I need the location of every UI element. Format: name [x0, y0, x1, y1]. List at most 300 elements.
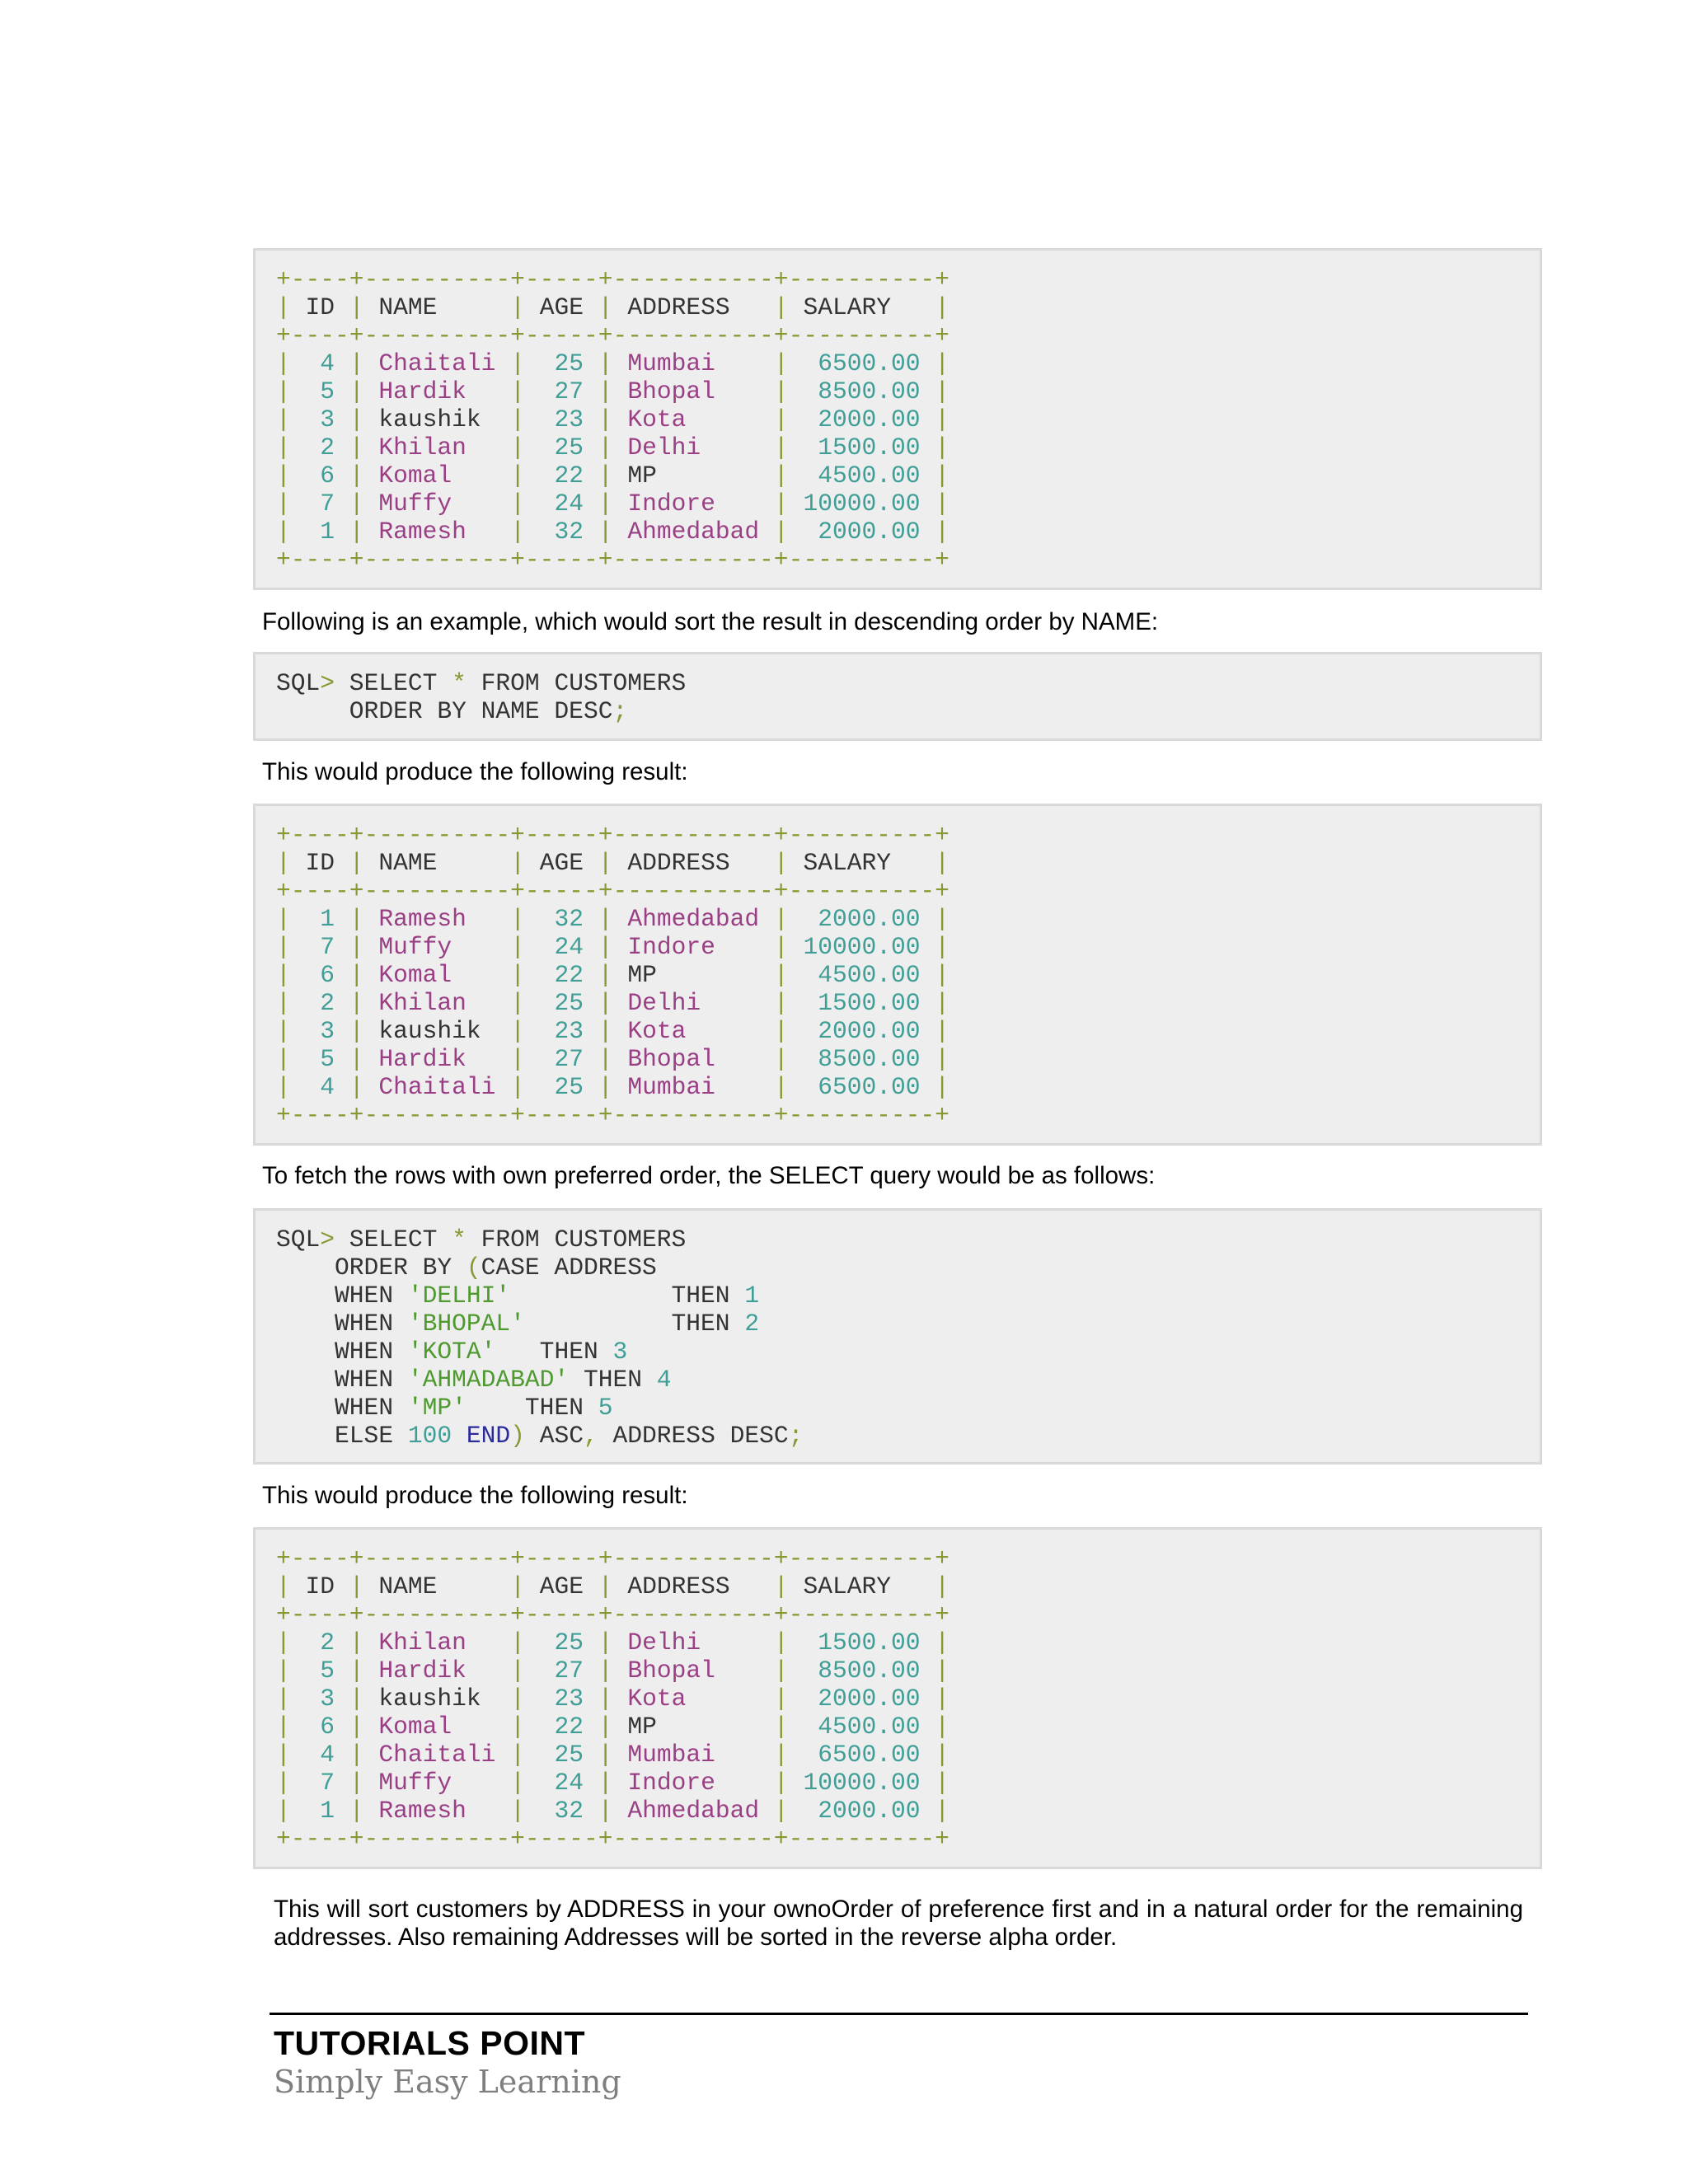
column-separator: |	[935, 1741, 950, 1769]
column-separator: |	[276, 1769, 291, 1797]
column-separator: |	[773, 1769, 789, 1797]
cell-salary: 2000.00	[803, 405, 921, 434]
column-separator: |	[510, 293, 525, 321]
column-separator: |	[349, 1073, 364, 1101]
table-border: +----+----------+-----+-----------+----------+	[276, 546, 950, 574]
cell-id: 4	[305, 349, 335, 377]
case-value-delhi: 'DELHI'	[407, 1282, 511, 1310]
table-border: +----+----------+-----+-----------+----------+	[276, 1601, 950, 1629]
column-separator: |	[349, 377, 364, 405]
column-separator: |	[510, 1657, 525, 1685]
header-id: ID	[305, 849, 335, 877]
column-separator: |	[935, 405, 950, 434]
cell-address: Indore	[627, 933, 760, 961]
semicolon: ;	[612, 697, 628, 725]
cell-id: 7	[305, 490, 335, 518]
column-separator: |	[276, 349, 291, 377]
column-separator: |	[276, 1017, 291, 1045]
column-separator: |	[510, 1017, 525, 1045]
column-separator: |	[349, 462, 364, 490]
cell-id: 1	[305, 518, 335, 546]
cell-age: 25	[539, 1741, 584, 1769]
column-separator: |	[935, 933, 950, 961]
column-separator: |	[349, 1713, 364, 1741]
cell-address: Bhopal	[627, 1657, 760, 1685]
column-separator: |	[935, 1797, 950, 1825]
column-separator: |	[349, 905, 364, 933]
cell-salary: 4500.00	[803, 1713, 921, 1741]
cell-age: 27	[539, 1657, 584, 1685]
column-separator: |	[598, 1572, 613, 1601]
cell-address: Mumbai	[627, 349, 760, 377]
footer-tagline: Simply Easy Learning	[274, 2064, 621, 2100]
when-keyword: WHEN	[276, 1338, 408, 1366]
prompt-gt: >	[320, 1226, 335, 1254]
column-separator: |	[349, 1797, 364, 1825]
cell-address: Ahmedabad	[627, 1797, 760, 1825]
column-separator: |	[276, 1073, 291, 1101]
cell-id: 3	[305, 1017, 335, 1045]
cell-id: 5	[305, 377, 335, 405]
cell-salary: 8500.00	[803, 1045, 921, 1073]
column-separator: |	[773, 405, 789, 434]
else-value: 100	[407, 1422, 452, 1450]
header-address: ADDRESS	[627, 849, 760, 877]
footer-rule	[270, 2013, 1528, 2015]
column-separator: |	[773, 1045, 789, 1073]
asc-keyword: ASC	[524, 1422, 584, 1450]
column-separator: |	[276, 961, 291, 989]
paragraph-result-2: This would produce the following result:	[262, 1482, 688, 1509]
when-keyword: WHEN	[276, 1282, 408, 1310]
cell-address: MP	[627, 1713, 760, 1741]
column-separator: |	[510, 1572, 525, 1601]
column-separator: |	[276, 1741, 291, 1769]
cell-id: 6	[305, 1713, 335, 1741]
column-separator: |	[276, 1572, 291, 1601]
result-table-3	[276, 1544, 950, 1853]
header-name: NAME	[378, 293, 496, 321]
table-border: +----+----------+-----+-----------+----------+	[276, 265, 950, 293]
column-separator: |	[935, 434, 950, 462]
column-separator: |	[935, 989, 950, 1017]
column-separator: |	[773, 989, 789, 1017]
column-separator: |	[510, 1769, 525, 1797]
header-salary: SALARY	[803, 1572, 921, 1601]
column-separator: |	[598, 961, 613, 989]
cell-id: 2	[305, 434, 335, 462]
cell-name: Chaitali	[378, 1073, 496, 1101]
cell-name: Muffy	[378, 490, 496, 518]
cell-name: kaushik	[378, 1017, 496, 1045]
header-name: NAME	[378, 1572, 496, 1601]
column-separator: |	[598, 518, 613, 546]
cell-address: Mumbai	[627, 1741, 760, 1769]
column-separator: |	[773, 490, 789, 518]
cell-salary: 4500.00	[803, 462, 921, 490]
column-separator: |	[510, 462, 525, 490]
column-separator: |	[349, 961, 364, 989]
column-separator: |	[773, 1685, 789, 1713]
cell-age: 25	[539, 1629, 584, 1657]
column-separator: |	[935, 462, 950, 490]
column-separator: |	[276, 905, 291, 933]
case-expression: CASE ADDRESS	[481, 1254, 657, 1282]
semicolon: ;	[788, 1422, 804, 1450]
column-separator: |	[598, 905, 613, 933]
column-separator: |	[935, 1629, 950, 1657]
cell-salary: 10000.00	[803, 490, 921, 518]
cell-id: 5	[305, 1045, 335, 1073]
column-separator: |	[773, 349, 789, 377]
cell-age: 27	[539, 1045, 584, 1073]
table-border: +----+----------+-----+-----------+----------+	[276, 877, 950, 905]
cell-id: 2	[305, 1629, 335, 1657]
cell-name: Hardik	[378, 1045, 496, 1073]
cell-address: Kota	[627, 405, 760, 434]
column-separator: |	[349, 1657, 364, 1685]
column-separator: |	[935, 1685, 950, 1713]
column-separator: |	[773, 1017, 789, 1045]
order-by-keyword: ORDER BY	[276, 1254, 467, 1282]
cell-salary: 10000.00	[803, 1769, 921, 1797]
column-separator: |	[510, 961, 525, 989]
cell-age: 27	[539, 377, 584, 405]
cell-salary: 1500.00	[803, 1629, 921, 1657]
from-clause: FROM CUSTOMERS	[466, 1226, 687, 1254]
column-separator: |	[349, 1572, 364, 1601]
paragraph-desc-example: Following is an example, which would sort the result in descending order by NAME:	[262, 608, 1159, 635]
cell-address: Mumbai	[627, 1073, 760, 1101]
cell-salary: 1500.00	[803, 989, 921, 1017]
header-age: AGE	[539, 293, 584, 321]
cell-name: Khilan	[378, 1629, 496, 1657]
case-value-bhopal: 'BHOPAL'	[407, 1310, 525, 1338]
result-table-3-box	[253, 1527, 1542, 1869]
cell-id: 6	[305, 462, 335, 490]
column-separator: |	[349, 434, 364, 462]
cell-name: Ramesh	[378, 1797, 496, 1825]
column-separator: |	[773, 1073, 789, 1101]
cell-id: 1	[305, 1797, 335, 1825]
result-table-1-box	[253, 248, 1542, 590]
cell-name: kaushik	[378, 405, 496, 434]
column-separator: |	[349, 1045, 364, 1073]
column-separator: |	[773, 961, 789, 989]
column-separator: |	[598, 462, 613, 490]
column-separator: |	[598, 293, 613, 321]
cell-name: Khilan	[378, 434, 496, 462]
column-separator: |	[349, 293, 364, 321]
cell-salary: 8500.00	[803, 377, 921, 405]
column-separator: |	[935, 349, 950, 377]
column-separator: |	[598, 1741, 613, 1769]
column-separator: |	[276, 849, 291, 877]
cell-name: kaushik	[378, 1685, 496, 1713]
cell-age: 25	[539, 434, 584, 462]
close-paren: )	[510, 1422, 525, 1450]
cell-salary: 10000.00	[803, 933, 921, 961]
column-separator: |	[349, 518, 364, 546]
cell-age: 23	[539, 405, 584, 434]
header-address: ADDRESS	[627, 293, 760, 321]
sql-prompt: SQL	[276, 669, 321, 697]
column-separator: |	[773, 293, 789, 321]
cell-id: 3	[305, 405, 335, 434]
then-keyword: THEN	[466, 1394, 598, 1422]
column-separator: |	[773, 1629, 789, 1657]
column-separator: |	[773, 377, 789, 405]
cell-address: Ahmedabad	[627, 905, 760, 933]
cell-salary: 6500.00	[803, 1741, 921, 1769]
cell-age: 32	[539, 1797, 584, 1825]
result-table-2	[276, 821, 950, 1129]
column-separator: |	[276, 1629, 291, 1657]
then-keyword: THEN	[569, 1366, 657, 1394]
column-separator: |	[935, 1713, 950, 1741]
column-separator: |	[510, 490, 525, 518]
cell-salary: 1500.00	[803, 434, 921, 462]
column-separator: |	[773, 1572, 789, 1601]
select-star: *	[452, 1226, 467, 1254]
column-separator: |	[935, 1045, 950, 1073]
cell-address: Indore	[627, 490, 760, 518]
column-separator: |	[598, 1769, 613, 1797]
column-separator: |	[276, 293, 291, 321]
column-separator: |	[349, 1685, 364, 1713]
rank-value: 1	[744, 1282, 760, 1310]
cell-name: Komal	[378, 961, 496, 989]
column-separator: |	[510, 518, 525, 546]
else-keyword: ELSE	[276, 1422, 408, 1450]
column-separator: |	[276, 1045, 291, 1073]
cell-address: Delhi	[627, 1629, 760, 1657]
comma: ,	[583, 1422, 598, 1450]
header-salary: SALARY	[803, 849, 921, 877]
cell-salary: 4500.00	[803, 961, 921, 989]
column-separator: |	[598, 434, 613, 462]
column-separator: |	[510, 434, 525, 462]
column-separator: |	[276, 490, 291, 518]
prompt-gt: >	[320, 669, 335, 697]
column-separator: |	[935, 1657, 950, 1685]
column-separator: |	[773, 849, 789, 877]
cell-age: 24	[539, 490, 584, 518]
cell-salary: 2000.00	[803, 905, 921, 933]
cell-age: 24	[539, 1769, 584, 1797]
rank-value: 4	[656, 1366, 672, 1394]
result-table-2-box	[253, 804, 1542, 1146]
column-separator: |	[349, 933, 364, 961]
cell-id: 7	[305, 933, 335, 961]
column-separator: |	[598, 1045, 613, 1073]
table-border: +----+----------+-----+-----------+----------+	[276, 821, 950, 849]
when-keyword: WHEN	[276, 1366, 408, 1394]
column-separator: |	[935, 1017, 950, 1045]
column-separator: |	[276, 989, 291, 1017]
query-1-code	[276, 669, 686, 725]
column-separator: |	[349, 1017, 364, 1045]
from-clause: FROM CUSTOMERS	[466, 669, 687, 697]
cell-age: 22	[539, 1713, 584, 1741]
query-2-box	[253, 1208, 1542, 1465]
column-separator: |	[598, 1685, 613, 1713]
column-separator: |	[510, 933, 525, 961]
cell-name: Hardik	[378, 377, 496, 405]
cell-name: Chaitali	[378, 1741, 496, 1769]
column-separator: |	[598, 1713, 613, 1741]
column-separator: |	[510, 1741, 525, 1769]
column-separator: |	[935, 518, 950, 546]
cell-age: 32	[539, 518, 584, 546]
column-separator: |	[349, 1769, 364, 1797]
column-separator: |	[773, 905, 789, 933]
cell-address: MP	[627, 462, 760, 490]
header-salary: SALARY	[803, 293, 921, 321]
cell-age: 22	[539, 462, 584, 490]
column-separator: |	[773, 434, 789, 462]
cell-id: 4	[305, 1741, 335, 1769]
column-separator: |	[276, 1797, 291, 1825]
cell-salary: 2000.00	[803, 1685, 921, 1713]
column-separator: |	[276, 1713, 291, 1741]
cell-address: Ahmedabad	[627, 518, 760, 546]
column-separator: |	[935, 377, 950, 405]
column-separator: |	[773, 1797, 789, 1825]
cell-id: 3	[305, 1685, 335, 1713]
column-separator: |	[598, 989, 613, 1017]
cell-name: Komal	[378, 1713, 496, 1741]
cell-salary: 6500.00	[803, 349, 921, 377]
column-separator: |	[276, 377, 291, 405]
cell-address: Kota	[627, 1685, 760, 1713]
sql-prompt: SQL	[276, 1226, 321, 1254]
paragraph-explanation: This will sort customers by ADDRESS in your ownoOrder of preference first and in a natural order for the remaining addresses. Also remaining Addresses will be sorted in the reverse alpha order.	[274, 1896, 1523, 1951]
column-separator: |	[349, 490, 364, 518]
column-separator: |	[510, 377, 525, 405]
cell-address: Bhopal	[627, 1045, 760, 1073]
column-separator: |	[598, 1657, 613, 1685]
column-separator: |	[276, 434, 291, 462]
paragraph-preferred-order: To fetch the rows with own preferred order, the SELECT query would be as follows:	[262, 1162, 1156, 1189]
then-keyword: THEN	[510, 1282, 745, 1310]
cell-age: 23	[539, 1685, 584, 1713]
column-separator: |	[349, 1741, 364, 1769]
column-separator: |	[773, 1657, 789, 1685]
select-star: *	[452, 669, 467, 697]
cell-id: 1	[305, 905, 335, 933]
query-1-box	[253, 652, 1542, 741]
query-2-code	[276, 1226, 803, 1450]
column-separator: |	[276, 405, 291, 434]
cell-age: 25	[539, 349, 584, 377]
cell-address: MP	[627, 961, 760, 989]
rank-value: 5	[598, 1394, 613, 1422]
column-separator: |	[510, 849, 525, 877]
footer-brand: TUTORIALS POINT	[274, 2024, 586, 2062]
table-border: +----+----------+-----+-----------+----------+	[276, 1101, 950, 1129]
column-separator: |	[510, 905, 525, 933]
column-separator: |	[349, 989, 364, 1017]
cell-address: Delhi	[627, 989, 760, 1017]
column-separator: |	[510, 405, 525, 434]
column-separator: |	[598, 849, 613, 877]
cell-id: 4	[305, 1073, 335, 1101]
column-separator: |	[276, 933, 291, 961]
cell-name: Komal	[378, 462, 496, 490]
column-separator: |	[598, 1073, 613, 1101]
column-separator: |	[598, 1797, 613, 1825]
column-separator: |	[598, 1017, 613, 1045]
column-separator: |	[349, 405, 364, 434]
column-separator: |	[935, 1572, 950, 1601]
cell-name: Khilan	[378, 989, 496, 1017]
column-separator: |	[510, 349, 525, 377]
column-separator: |	[935, 961, 950, 989]
column-separator: |	[598, 490, 613, 518]
column-separator: |	[773, 462, 789, 490]
column-separator: |	[935, 849, 950, 877]
then-keyword: THEN	[495, 1338, 613, 1366]
cell-id: 6	[305, 961, 335, 989]
column-separator: |	[598, 349, 613, 377]
cell-id: 5	[305, 1657, 335, 1685]
column-separator: |	[276, 1657, 291, 1685]
table-border: +----+----------+-----+-----------+----------+	[276, 1825, 950, 1853]
cell-salary: 2000.00	[803, 518, 921, 546]
cell-id: 7	[305, 1769, 335, 1797]
column-separator: |	[510, 1713, 525, 1741]
column-separator: |	[773, 933, 789, 961]
column-separator: |	[276, 518, 291, 546]
cell-name: Ramesh	[378, 905, 496, 933]
column-separator: |	[598, 1629, 613, 1657]
cell-salary: 6500.00	[803, 1073, 921, 1101]
case-value-kota: 'KOTA'	[407, 1338, 496, 1366]
column-separator: |	[276, 1685, 291, 1713]
cell-address: Delhi	[627, 434, 760, 462]
column-separator: |	[935, 293, 950, 321]
header-age: AGE	[539, 1572, 584, 1601]
cell-name: Ramesh	[378, 518, 496, 546]
column-separator: |	[935, 490, 950, 518]
case-value-ahmadabad: 'AHMADABAD'	[407, 1366, 570, 1394]
rank-value: 3	[612, 1338, 628, 1366]
column-separator: |	[349, 349, 364, 377]
column-separator: |	[773, 1713, 789, 1741]
column-separator: |	[773, 518, 789, 546]
select-keyword: SELECT	[335, 1226, 452, 1254]
when-keyword: WHEN	[276, 1310, 408, 1338]
column-separator: |	[598, 405, 613, 434]
end-keyword: END	[452, 1422, 511, 1450]
then-keyword: THEN	[524, 1310, 745, 1338]
cell-age: 32	[539, 905, 584, 933]
column-separator: |	[510, 1073, 525, 1101]
cell-age: 25	[539, 1073, 584, 1101]
paragraph-result-1: This would produce the following result:	[262, 758, 688, 785]
cell-address: Bhopal	[627, 377, 760, 405]
select-keyword: SELECT	[335, 669, 452, 697]
case-value-mp: 'MP'	[407, 1394, 467, 1422]
column-separator: |	[510, 1685, 525, 1713]
cell-name: Muffy	[378, 933, 496, 961]
cell-name: Chaitali	[378, 349, 496, 377]
cell-age: 22	[539, 961, 584, 989]
header-id: ID	[305, 1572, 335, 1601]
column-separator: |	[935, 905, 950, 933]
cell-age: 24	[539, 933, 584, 961]
